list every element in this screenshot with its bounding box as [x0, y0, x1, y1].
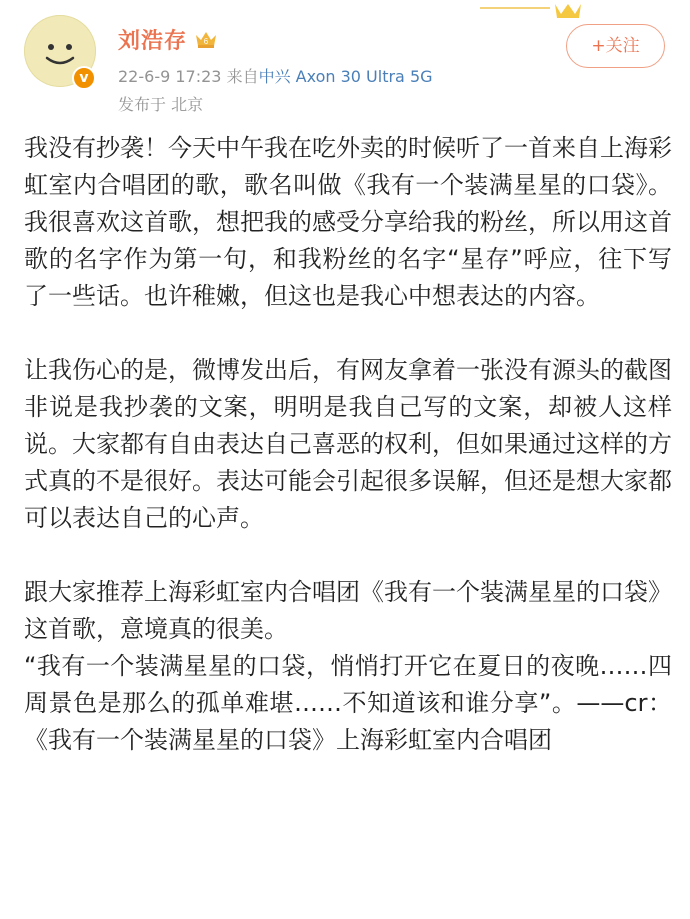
paragraph-1: 我没有抄袭！今天中午我在吃外卖的时候听了一首来自上海彩虹室内合唱团的歌，歌名叫做《我有一个装满星星的口袋》。我很喜欢这首歌，想把我的感受分享给我的粉丝，所以用这首歌的名字作为第一句，和我粉丝的名字“星存”呼应，往下写了一些话。也许稚嫩，但这也是我心中想表达的内容。 [24, 134, 672, 310]
post-date: 22-6-9 17:23 [118, 67, 222, 86]
username[interactable]: 刘浩存 [118, 28, 188, 54]
v-badge-icon: v [72, 66, 96, 90]
post-header [0, 0, 690, 120]
paragraph-4: “我有一个装满星星的口袋，悄悄打开它在夏日的夜晚……四周景色是那么的孤单难堪……不知道该和谁分享”。——cr：《我有一个装满星星的口袋》上海彩虹室内合唱团 [24, 652, 672, 754]
author-row [118, 24, 219, 54]
device-link[interactable]: 中兴 Axon 30 Ultra 5G [258, 67, 433, 86]
post-location: 发布于 北京 [118, 95, 204, 114]
post-content [24, 130, 672, 759]
top-decoration [440, 0, 600, 22]
svg-text:6: 6 [203, 37, 209, 46]
paragraph-3: 跟大家推荐上海彩虹室内合唱团《我有一个装满星星的口袋》这首歌，意境真的很美。 [24, 578, 672, 643]
post-meta [118, 64, 433, 87]
source-prefix: 来自 [226, 67, 259, 86]
paragraph-2: 让我伤心的是，微博发出后，有网友拿着一张没有源头的截图非说是我抄袭的文案，明明是我自己写的文案，却被人这样说。大家都有自由表达自己喜恶的权利，但如果通过这样的方式真的不是很好。表达可能会引起很多误解，但还是想大家都可以表达自己的心声。 [24, 356, 672, 532]
crown-badge-icon [193, 28, 219, 50]
follow-button[interactable]: +关注 [566, 24, 665, 68]
